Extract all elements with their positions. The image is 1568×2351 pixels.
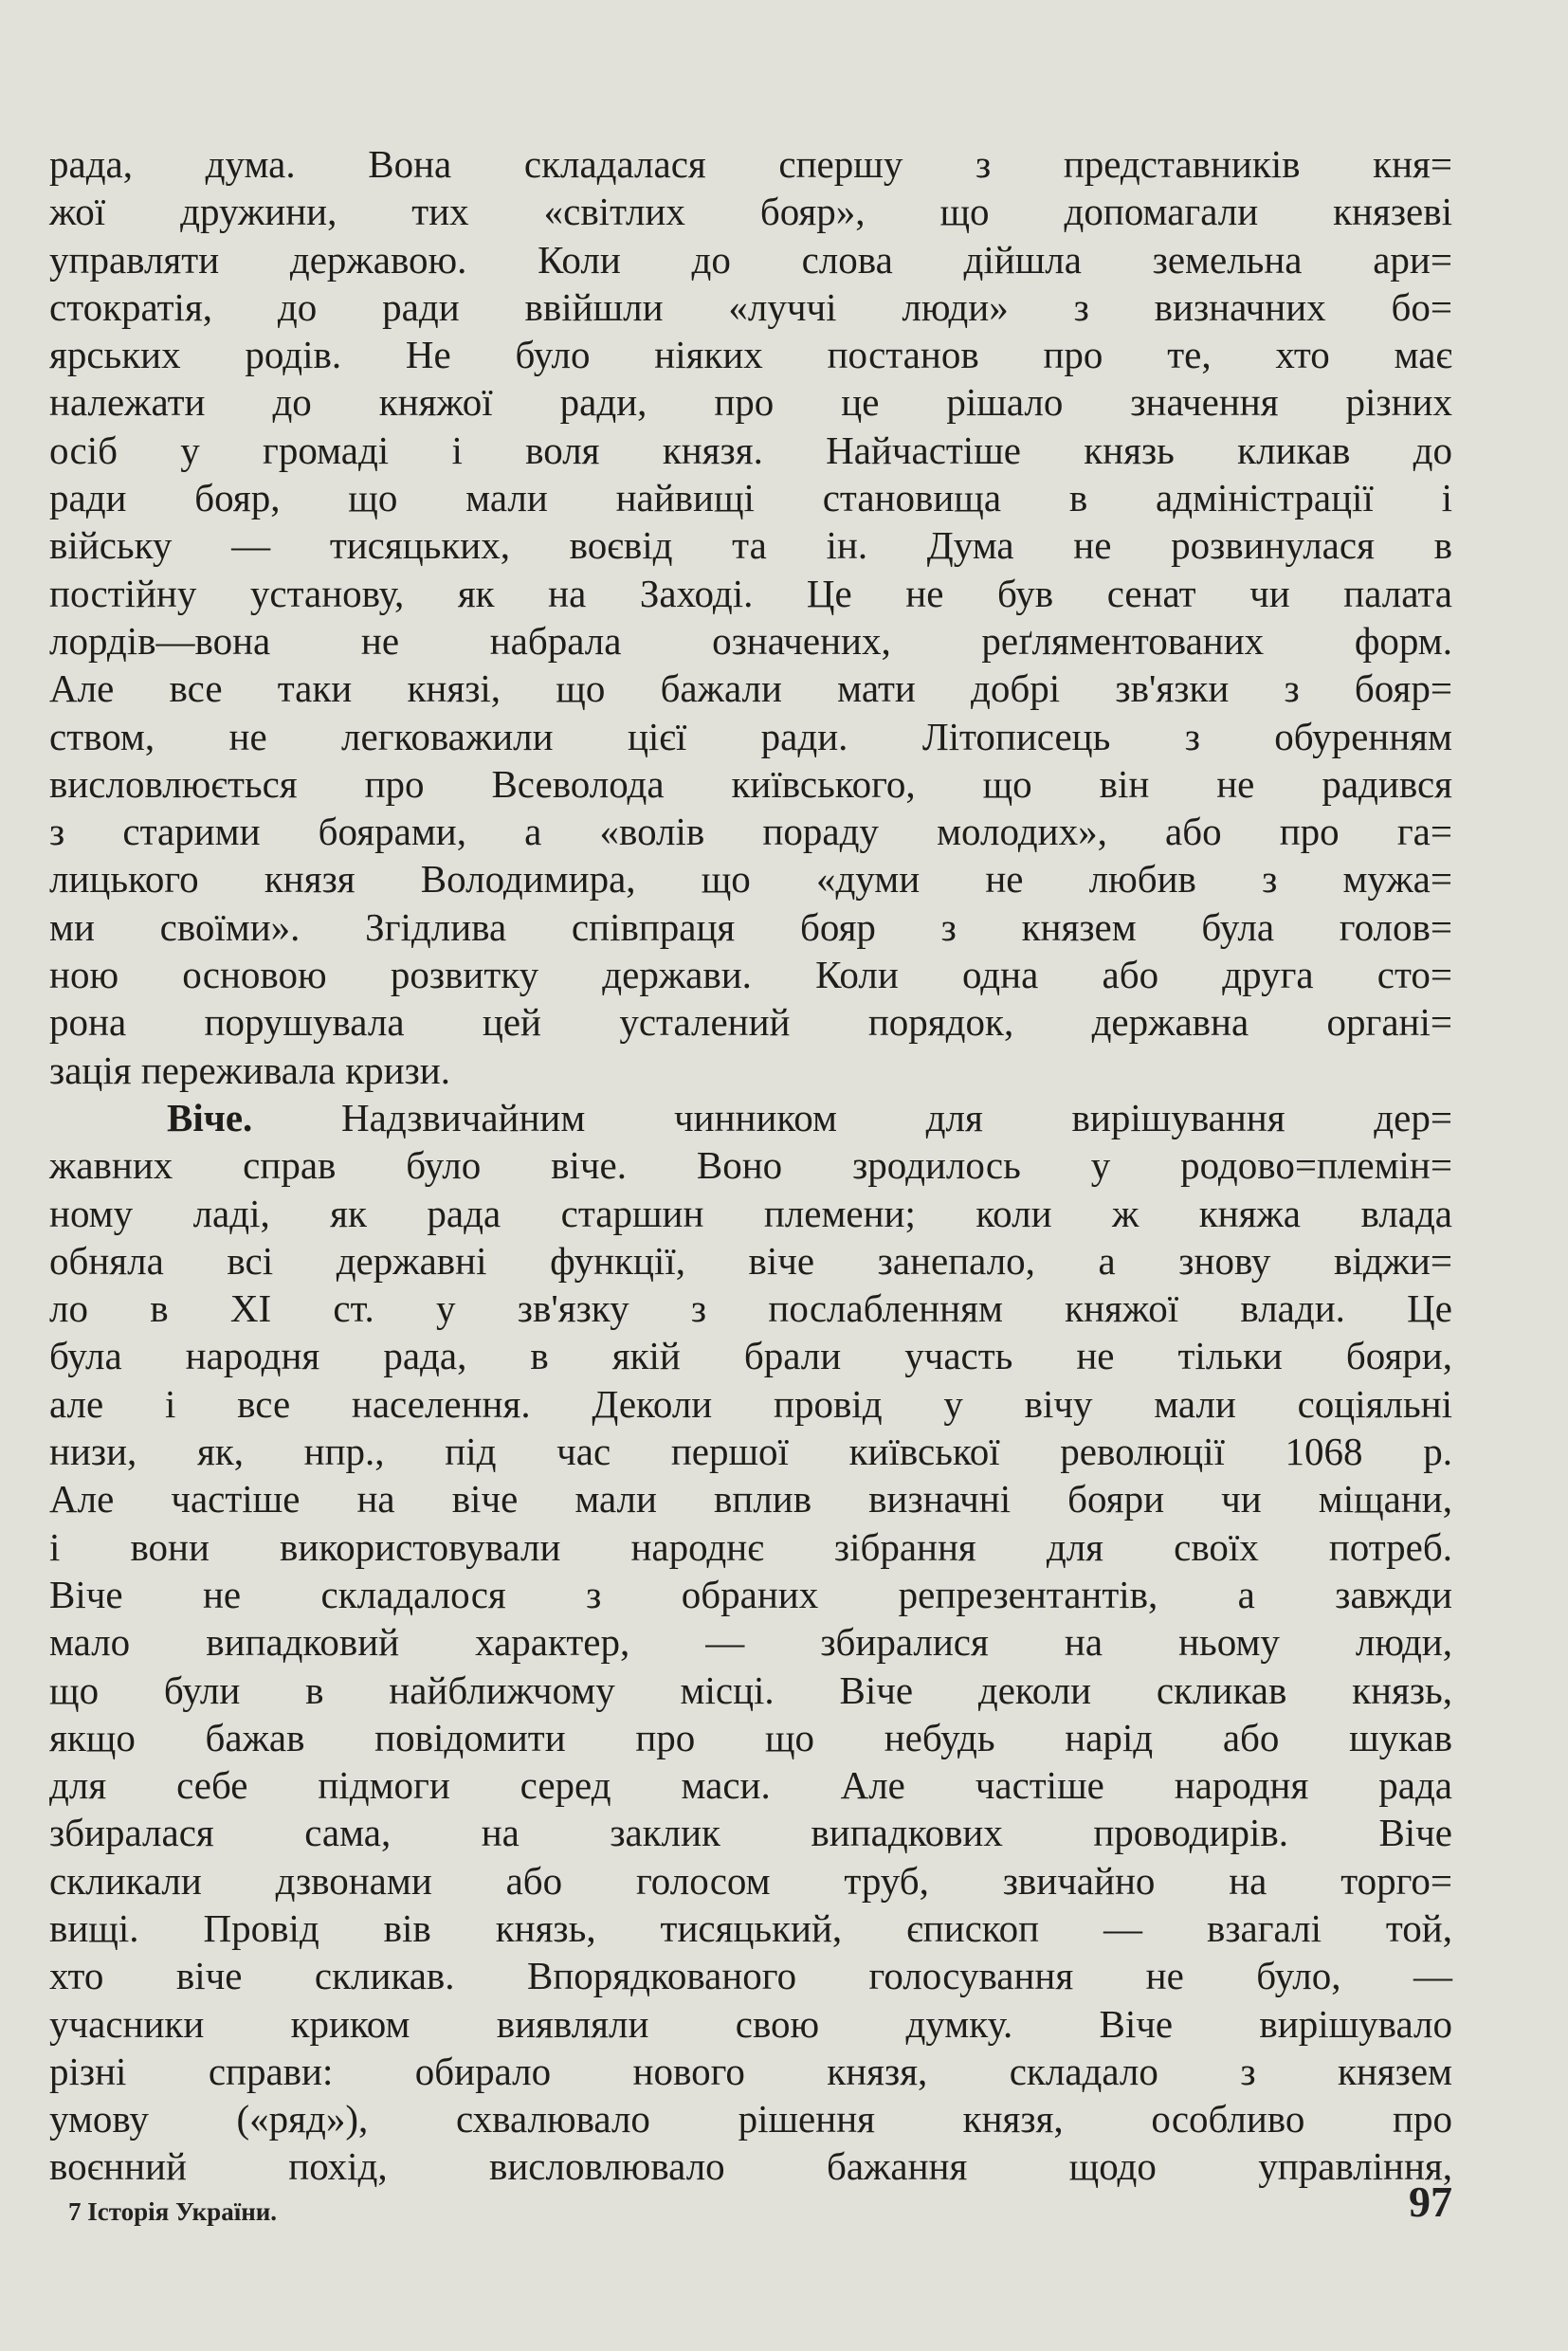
text-line: ярських родів. Не було ніяких постанов про те, хто має: [49, 333, 1452, 377]
paragraph-veche-lines: [49, 1141, 1452, 2191]
text-line: що були в найближчому місці. Віче деколи скликав князь,: [49, 1668, 1452, 1712]
text-line: обняла всі державні функції, віче занепало, а знову віджи=: [49, 1238, 1452, 1283]
body-text: [49, 140, 1452, 2191]
text-line: якщо бажав повідомити про що небудь нарід або шукав: [49, 1715, 1452, 1759]
paragraph-veche-first-line: [49, 1094, 1452, 1141]
text-line: рона порушувала цей усталений порядок, державна органі=: [49, 1000, 1452, 1045]
text-line: Але все таки князі, що бажали мати добрі зв'язки з бояр=: [49, 666, 1452, 711]
text-line: зація переживала кризи.: [49, 1048, 450, 1092]
paragraph-veche: [49, 1094, 1452, 2191]
text-line: постійну установу, як на Заході. Це не був сенат чи палата: [49, 571, 1452, 615]
text-line: лицького князя Володимира, що «думи не любив з мужа=: [49, 857, 1452, 902]
text-line: ством, не легковажили цієї ради. Літописець з обуренням: [49, 714, 1452, 758]
text-line: була народня рада, в якій брали участь не тільки бояри,: [49, 1334, 1452, 1378]
first-line-text: Надзвичайним чинником для вирішування дер=: [341, 1095, 1452, 1139]
text-line: осіб у громаді і воля князя. Найчастіше князь кликав до: [49, 428, 1452, 472]
text-line: жої дружини, тих «світлих бояр», що допомагали князеві: [49, 190, 1452, 234]
printer-signature: 7 Історія України.: [68, 2197, 278, 2226]
text-line: Віче не складалося з обраних репрезентантів, а завжди: [49, 1572, 1452, 1616]
text-line: учасники криком виявляли свою думку. Віче вирішувало: [49, 2001, 1452, 2046]
text-line: Але частіше на віче мали вплив визначні бояри чи міщани,: [49, 1477, 1452, 1522]
text-line: вищі. Провід вів князь, тисяцький, єпископ — взагалі той,: [49, 1905, 1452, 1950]
text-line: з старими боярами, а «волів пораду молодих», або про га=: [49, 810, 1452, 854]
text-line: воєнний похід, висловлювало бажання щодо управління,: [49, 2144, 1452, 2189]
text-line: низи, як, нпр., під час першої київської революції 1068 р.: [49, 1430, 1452, 1474]
text-line: але і все населення. Деколи провід у вічу мали соціяльні: [49, 1381, 1452, 1426]
text-line: ло в XI ст. у зв'язку з послабленням княжої влади. Це: [49, 1286, 1452, 1331]
text-line: хто віче скликав. Впорядкованого голосування не було, —: [49, 1954, 1452, 1998]
text-line: рада, дума. Вона складалася спершу з представників кня=: [49, 142, 1452, 186]
text-line: жавних справ було віче. Воно зродилось у родово=племін=: [49, 1143, 1452, 1188]
text-line: різні справи: обирало нового князя, складало з князем: [49, 2049, 1452, 2093]
text-line: лордів—вона не набрала означених, реґляментованих форм.: [49, 618, 1452, 663]
text-line: ною основою розвитку держави. Коли одна або друга сто=: [49, 953, 1452, 997]
text-line: умову («ряд»), схвалювало рішення князя, особливо про: [49, 2097, 1452, 2141]
text-line: ми своїми». Згідлива співпраця бояр з князем була голов=: [49, 904, 1452, 949]
text-line: висловлюється про Всеволода київського, що він не радився: [49, 761, 1452, 806]
text-line: і вони використовували народнє зібрання для своїх потреб.: [49, 1524, 1452, 1569]
text-line: війську — тисяцьких, воєвід та ін. Дума не розвинулася в: [49, 523, 1452, 568]
text-line: стократія, до ради ввійшли «луччі люди» з визначних бо=: [49, 284, 1452, 329]
paragraph-council: [49, 140, 1452, 1094]
text-line: мало випадковий характер, — збиралися на ньому люди,: [49, 1620, 1452, 1665]
text-line: управляти державою. Коли до слова дійшла земельна ари=: [49, 237, 1452, 282]
section-heading-veche: Віче.: [167, 1095, 253, 1139]
text-line: для себе підмоги серед маси. Але частіше народня рада: [49, 1763, 1452, 1808]
text-line: скликали дзвонами або голосом труб, звичайно на торго=: [49, 1858, 1452, 1903]
page-number: 97: [1409, 2178, 1452, 2226]
text-line: ради бояр, що мали найвищі становища в адміністрації і: [49, 476, 1452, 520]
text-line: належати до княжої ради, про це рішало значення різних: [49, 380, 1452, 425]
text-line: ному ладі, як рада старшин племени; коли ж княжа влада: [49, 1191, 1452, 1235]
text-line: збиралася сама, на заклик випадкових проводирів. Віче: [49, 1811, 1452, 1855]
